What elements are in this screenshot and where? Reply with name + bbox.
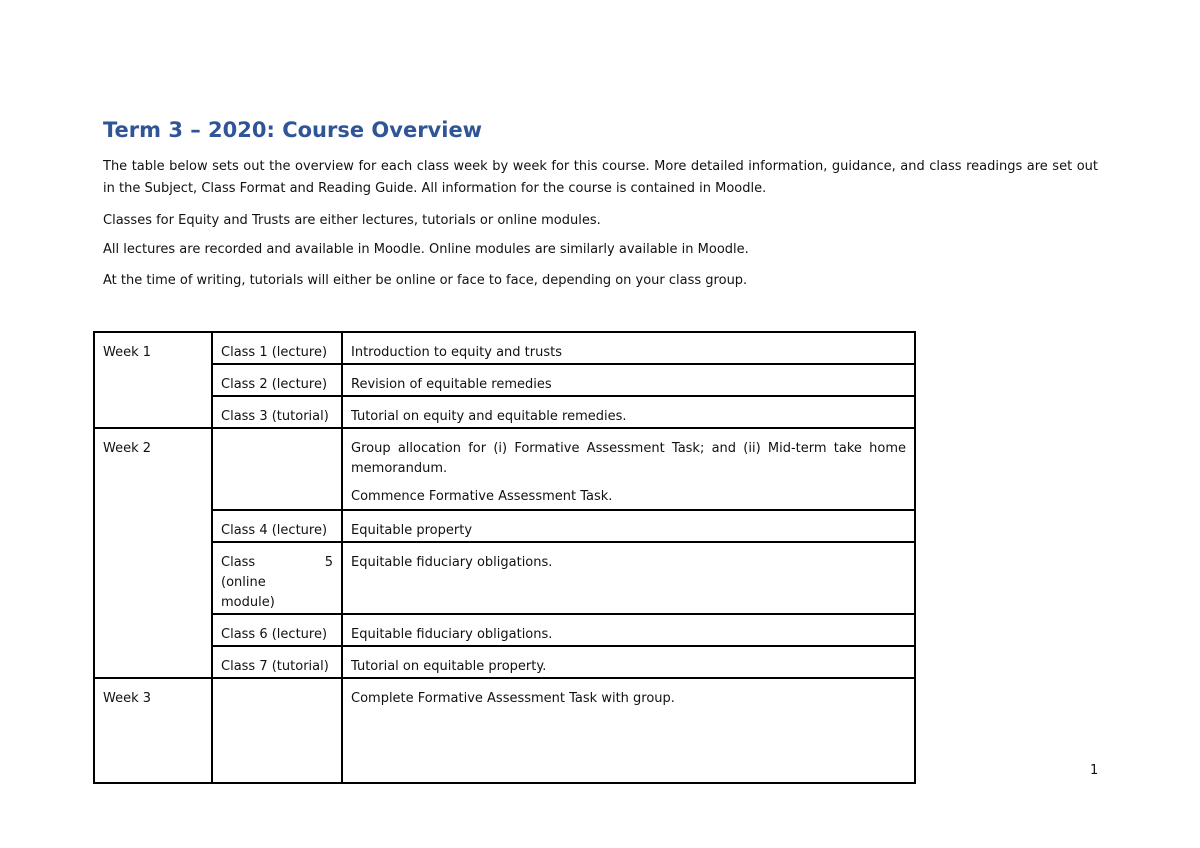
week-cell: Week 3 (94, 678, 212, 783)
intro-paragraph: The table below sets out the overview for each class week by week for this course. More detailed information, guidance, and class readings are set out in the Subject, Class Format and Reading Guide. All information for the course is contained in Moodle. (103, 159, 1098, 196)
table-row (94, 510, 915, 542)
table-row (94, 396, 915, 428)
page-number: 1 (1090, 763, 1099, 778)
topic-cell: Equitable property (342, 510, 915, 542)
table-row (94, 428, 915, 510)
class-cell: Class 7 (tutorial) (212, 646, 342, 678)
group-allocation-text: Group allocation for (i) Formative Assessment Task; and (ii) Mid-term take home memorandum. (351, 441, 906, 476)
class-cell: Class 5 (online module) (212, 542, 342, 614)
topic-cell: Introduction to equity and trusts (342, 332, 915, 364)
table-row (94, 364, 915, 396)
topic-cell: Tutorial on equity and equitable remedies. (342, 396, 915, 428)
tutorials-paragraph: At the time of writing, tutorials will either be online or face to face, depending on your class group. (103, 273, 748, 288)
class-types-paragraph: Classes for Equity and Trusts are either lectures, tutorials or online modules. (103, 213, 601, 228)
class-cell: Class 6 (lecture) (212, 614, 342, 646)
class-cell-empty (212, 678, 342, 783)
lectures-paragraph: All lectures are recorded and available in Moodle. Online modules are similarly available in Moodle. (103, 242, 749, 257)
topic-cell: Revision of equitable remedies (342, 364, 915, 396)
week-cell: Week 1 (94, 332, 212, 428)
table-row (94, 542, 915, 614)
commence-task-text: Commence Formative Assessment Task. (351, 489, 613, 504)
week-cell: Week 2 (94, 428, 212, 678)
table-row (94, 646, 915, 678)
topic-cell: Complete Formative Assessment Task with group. (342, 678, 915, 783)
course-overview-table (93, 331, 916, 784)
topic-cell (342, 428, 915, 510)
class-cell: Class 1 (lecture) (212, 332, 342, 364)
table-row (94, 614, 915, 646)
table-row (94, 678, 915, 783)
class-cell: Class 3 (tutorial) (212, 396, 342, 428)
topic-cell: Equitable fiduciary obligations. (342, 614, 915, 646)
table-row (94, 332, 915, 364)
class-cell: Class 2 (lecture) (212, 364, 342, 396)
class-cell: Class 4 (lecture) (212, 510, 342, 542)
page-title: Term 3 – 2020: Course Overview (103, 118, 483, 142)
topic-cell: Tutorial on equitable property. (342, 646, 915, 678)
topic-cell: Equitable fiduciary obligations. (342, 542, 915, 614)
class-cell-empty (212, 428, 342, 510)
